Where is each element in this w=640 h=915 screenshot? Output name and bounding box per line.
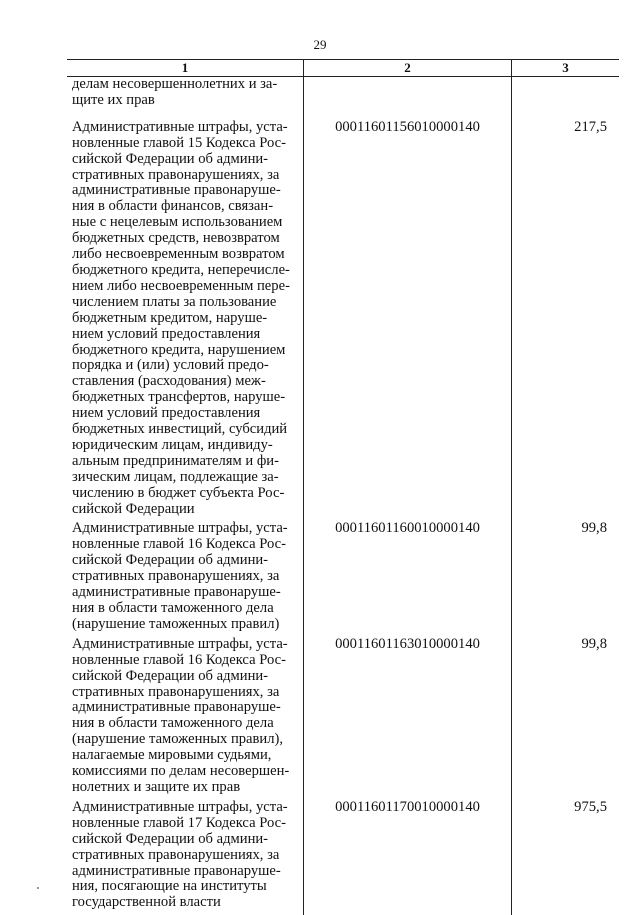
table-row xyxy=(67,120,619,522)
table-row xyxy=(67,521,619,636)
revenue-name-cell: Административные штрафы, уста- новленные главой 17 Кодекса Рос- сийской Федерации об админи- стративных правонарушениях, за административные правонаруше- ния, посягающие на институты государственной власти xyxy=(67,800,304,915)
budget-revenue-table xyxy=(67,59,619,915)
column-header-2: 2 xyxy=(304,60,512,76)
revenue-code-cell xyxy=(304,77,512,120)
revenue-code-cell: 00011601163010000140 xyxy=(304,637,512,800)
amount-cell: 99,8 xyxy=(581,520,607,537)
table-row xyxy=(67,800,619,915)
scan-speck xyxy=(37,887,39,889)
revenue-name-cell: Административные штрафы, уста- новленные главой 16 Кодекса Рос- сийской Федерации об админи- стративных правонарушениях, за административные правонаруше- ния в области таможенного дела (нарушение таможенных правил) xyxy=(67,521,304,636)
table-header-row xyxy=(67,60,619,77)
revenue-name-cell: делам несовершеннолетних и за- щите их прав xyxy=(67,77,304,120)
table-row xyxy=(67,77,619,120)
table-row xyxy=(67,637,619,800)
amount-cell: 217,5 xyxy=(574,118,607,135)
column-header-3: 3 xyxy=(562,60,569,75)
revenue-name-cell: Административные штрафы, уста- новленные главой 16 Кодекса Рос- сийской Федерации об админи- стративных правонарушениях, за административные правонаруше- ния в области таможенного дела (нарушение таможенных правил), налагаемые мировыми судьями, комиссиями по делам несовершен- нолетних и защите их прав xyxy=(67,637,304,800)
table-body xyxy=(67,77,619,915)
revenue-name-cell: Административные штрафы, уста- новленные главой 15 Кодекса Рос- сийской Федерации об админи- стративных правонарушениях, за административные правонаруше- ния в области финансов, связан- ные с нецелевым использованием бюджетных средств, невозвратом либо несвоевременным возвратом бюджетного кредита, неперечисле- нием либо несвоевременным пере- числением платы за пользование бюджетным кредитом, наруше- нием условий предоставления бюджетного кредита, нарушением порядка и (или) условий предо- ставления (расходования) меж- бюджетных трансфертов, наруше- нием условий предоставления бюджетных инвестиций, субсидий юридическим лицам, индивиду- альным предпринимателям и фи- зическим лицам, подлежащие за- числению в бюджет субъекта Рос- сийской Федерации xyxy=(67,120,304,522)
column-header-1: 1 xyxy=(67,60,304,76)
amount-cell xyxy=(512,77,619,120)
page-number: 29 xyxy=(313,37,327,52)
amount-cell: 975,5 xyxy=(574,798,607,815)
revenue-code-cell: 00011601156010000140 xyxy=(304,120,512,522)
revenue-code-cell: 00011601170010000140 xyxy=(304,800,512,915)
revenue-code-cell: 00011601160010000140 xyxy=(304,521,512,636)
amount-cell: 99,8 xyxy=(581,635,607,652)
